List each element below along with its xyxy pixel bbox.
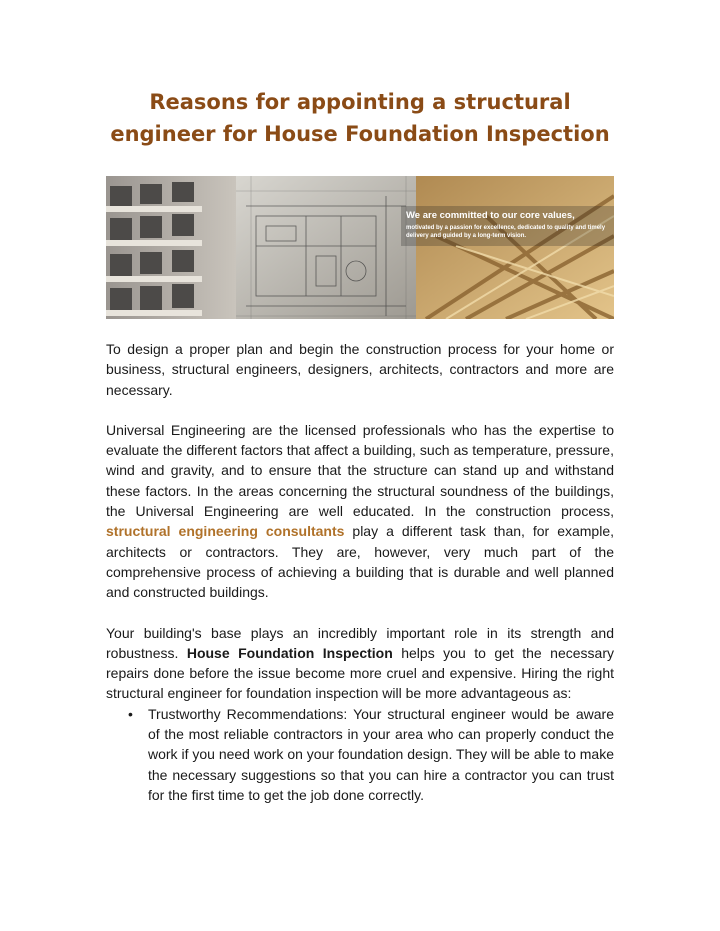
construction-collage-graphic [106, 176, 614, 319]
structural-engineering-consultants-link[interactable]: structural engineering consultants [106, 523, 345, 540]
house-foundation-inspection-text: House Foundation Inspection [186, 644, 393, 661]
hero-subline: motivated by a passion for excellence, dedicated to quality and timely delivery and guided by a long-term vision. [406, 225, 606, 239]
bullet-icon: • [128, 705, 133, 722]
list-item [106, 704, 614, 805]
list-item-text: Trustworthy Recommendations: Your structural engineer would be aware of the most reliable contractors in your area who can properly conduct the work if you need work on your foundation design. They will be able to make the necessary suggestions so that you can hire a contractor you can trust for the first time to get the job done correctly. [148, 705, 614, 803]
hero-headline: We are committed to our core values, [406, 210, 575, 221]
benefits-list [106, 704, 614, 805]
paragraph-2 [106, 420, 614, 603]
hero-image [106, 176, 614, 319]
hero-caption [406, 210, 606, 240]
paragraph-3 [106, 623, 614, 704]
page-title: Reasons for appointing a structural engineer for House Foundation Inspection [110, 90, 610, 146]
document-body [106, 339, 614, 805]
paragraph-3-text-b: helps you to get the necessary repairs done before the issue become more cruel and expensive. Hiring the right structural engineer for foundation inspection will be more advantageous as: [106, 644, 614, 702]
paragraph-1: To design a proper plan and begin the construction process for your home or business, structural engineers, designers, architects, contractors and more are necessary. [106, 341, 614, 398]
paragraph-2-text-a: Universal Engineering are the licensed professionals who has the expertise to evaluate the different factors that affect a building, such as temperature, pressure, wind and gravity, and to ensure that the structure can stand up and withstand these factors. In the areas concerning the structural soundness of the buildings, the Universal Engineering are well educated. In the construction process, [106, 421, 614, 520]
paragraph-2-text-b: play a different task than, for example, architects or contractors. They are, however, very much part of the comprehensive process of achieving a building that is durable and well planned and constructed buildings. [106, 523, 614, 601]
paragraph-3-text-a: Your building's base plays an incredibly important role in its strength and robustness. [106, 624, 614, 661]
